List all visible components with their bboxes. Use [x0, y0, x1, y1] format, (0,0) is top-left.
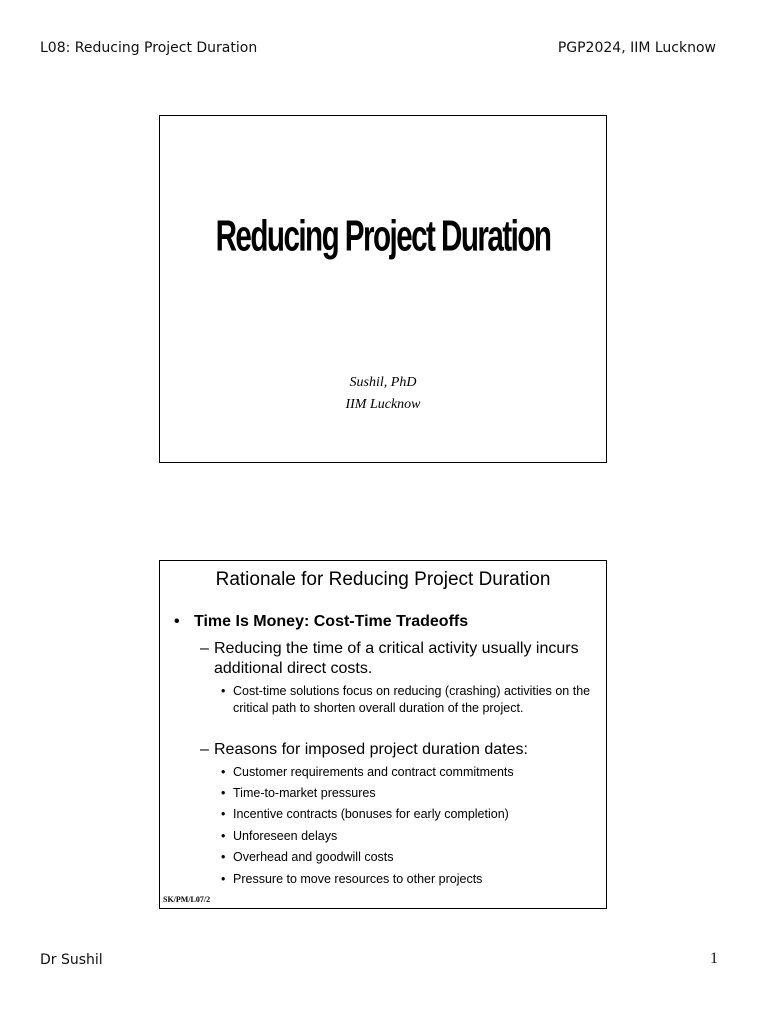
slide-code: SK/PM/L07/2	[163, 895, 211, 904]
detail-bullet-text: Cost-time solutions focus on reducing (crashing) activities on the critical path to shorten overall duration of the project.	[233, 684, 591, 715]
bullet-icon: •	[221, 872, 226, 886]
sub-bullet	[200, 639, 600, 679]
bullet-icon: •	[221, 850, 226, 864]
main-bullet	[174, 613, 468, 631]
list-item	[221, 785, 591, 802]
bullet-icon: •	[221, 786, 226, 800]
slide-title	[159, 115, 607, 463]
bullet-icon: •	[221, 684, 226, 698]
page-footer-left: Dr Sushil	[40, 952, 103, 968]
sub-bullet-text: Reasons for imposed project duration dates:	[214, 741, 528, 758]
slide-rationale-heading: Rationale for Reducing Project Duration	[215, 569, 551, 590]
page-header-right: PGP2024, IIM Lucknow	[557, 40, 716, 56]
list-item-text: Unforeseen delays	[233, 829, 338, 843]
list-item-text: Overhead and goodwill costs	[233, 850, 394, 864]
page-header-left: L08: Reducing Project Duration	[40, 40, 258, 56]
bullet-icon: •	[174, 613, 180, 630]
list-item	[221, 849, 591, 866]
dash-icon: –	[200, 640, 209, 657]
slide-title-heading: Reducing Project Duration	[215, 212, 551, 262]
bullet-icon: •	[221, 765, 226, 779]
list-item-text: Customer requirements and contract commitments	[233, 765, 514, 779]
list-item	[221, 871, 591, 888]
sub-bullet	[200, 740, 600, 760]
dash-icon: –	[200, 741, 209, 758]
main-bullet-text: Time Is Money: Cost-Time Tradeoffs	[194, 613, 469, 630]
list-item	[221, 828, 591, 845]
page-number: 1	[710, 950, 718, 967]
sub-bullet-text: Reducing the time of a critical activity usually incurs additional direct costs.	[214, 640, 579, 677]
bullet-icon: •	[221, 829, 226, 843]
list-item	[221, 806, 591, 823]
slide-rationale	[159, 560, 607, 909]
list-item-text: Pressure to move resources to other projects	[233, 872, 483, 886]
author-name: Sushil, PhD	[349, 375, 417, 390]
author-institution: IIM Lucknow	[345, 397, 421, 412]
bullet-icon: •	[221, 807, 226, 821]
list-item-text: Incentive contracts (bonuses for early completion)	[233, 807, 509, 821]
detail-bullet	[221, 683, 591, 717]
list-item-text: Time-to-market pressures	[233, 786, 376, 800]
list-item	[221, 764, 591, 781]
